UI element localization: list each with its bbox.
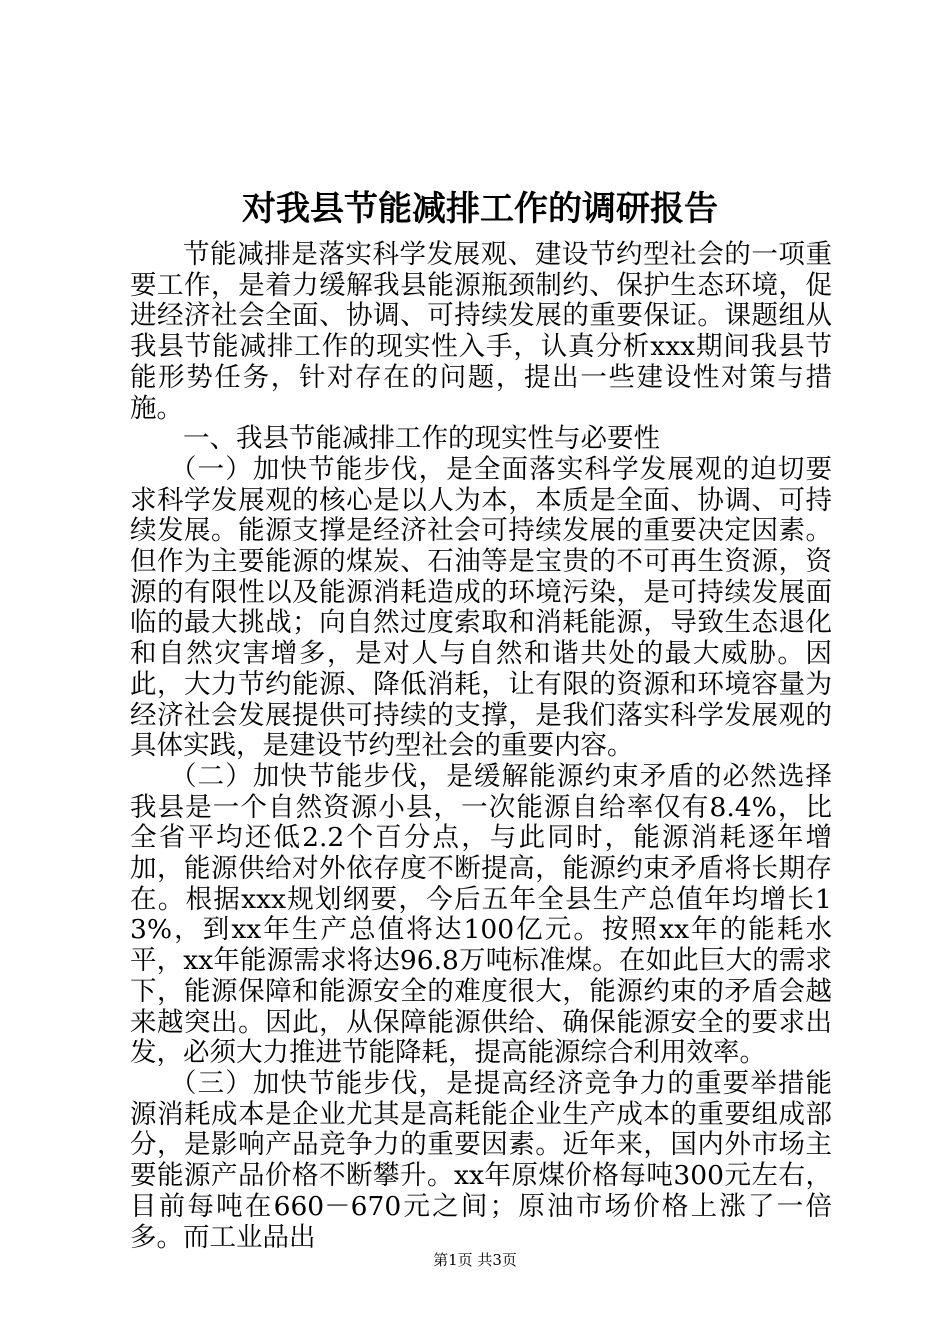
document-title: 对我县节能减排工作的调研报告 xyxy=(242,189,718,229)
subsection-paragraph-2: （二）加快节能步伐，是缓解能源约束矛盾的必然选择我县是一个自然资源小县，一次能源自给率仅有8.4%，比全省平均还低2.2个百分点，与此同时，能源消耗逐年增加，能源供给对外依存度不断提高，能源约束矛盾将长期存在。根据xxx规划纲要，今后五年全县生产总值年均增长13%，到xx年生产总值将达100亿元。按照xx年的能耗水平，xx年能源需求将达96.8万吨标准煤。在如此巨大的需求下，能源保障和能源安全的难度很大，能源约束的矛盾会越来越突出。因此，从保障能源供给、确保能源安全的要求出发，必须大力推进节能降耗，提高能源综合利用效率。 xyxy=(130,760,832,1069)
section-heading: 一、我县节能减排工作的现实性与必要性 xyxy=(183,423,660,455)
document-body xyxy=(130,240,832,1253)
intro-paragraph: 节能减排是落实科学发展观、建设节约型社会的一项重要工作，是着力缓解我县能源瓶颈制约、保护生态环境，促进经济社会全面、协调、可持续发展的重要保证。课题组从我县节能减排工作的现实性入手，认真分析xxx期间我县节能形势任务，针对存在的问题，提出一些建设性对策与措施。 xyxy=(130,239,832,424)
page-number-footer: 第1页 共3页 xyxy=(433,1251,517,1269)
subsection-paragraph-1: （一）加快节能步伐，是全面落实科学发展观的迫切要求科学发展观的核心是以人为本，本质是全面、协调、可持续发展。能源支撑是经济社会可持续发展的重要决定因素。但作为主要能源的煤炭、石油等是宝贵的不可再生资源，资源的有限性以及能源消耗造成的环境污染，是可持续发展面临的最大挑战；向自然过度索取和消耗能源，导致生态退化和自然灾害增多，是对人与自然和谐共处的最大威胁。因此，大力节约能源、降低消耗，让有限的资源和环境容量为经济社会发展提供可持续的支撑，是我们落实科学发展观的具体实践，是建设节约型社会的重要内容。 xyxy=(130,453,832,762)
subsection-paragraph-3: （三）加快节能步伐，是提高经济竞争力的重要举措能源消耗成本是企业尤其是高耗能企业生产成本的重要组成部分，是影响产品竞争力的重要因素。近年来，国内外市场主要能源产品价格不断攀升。xx年原煤价格每吨300元左右，目前每吨在660－670元之间；原油市场价格上涨了一倍多。而工业品出 xyxy=(130,1067,832,1253)
